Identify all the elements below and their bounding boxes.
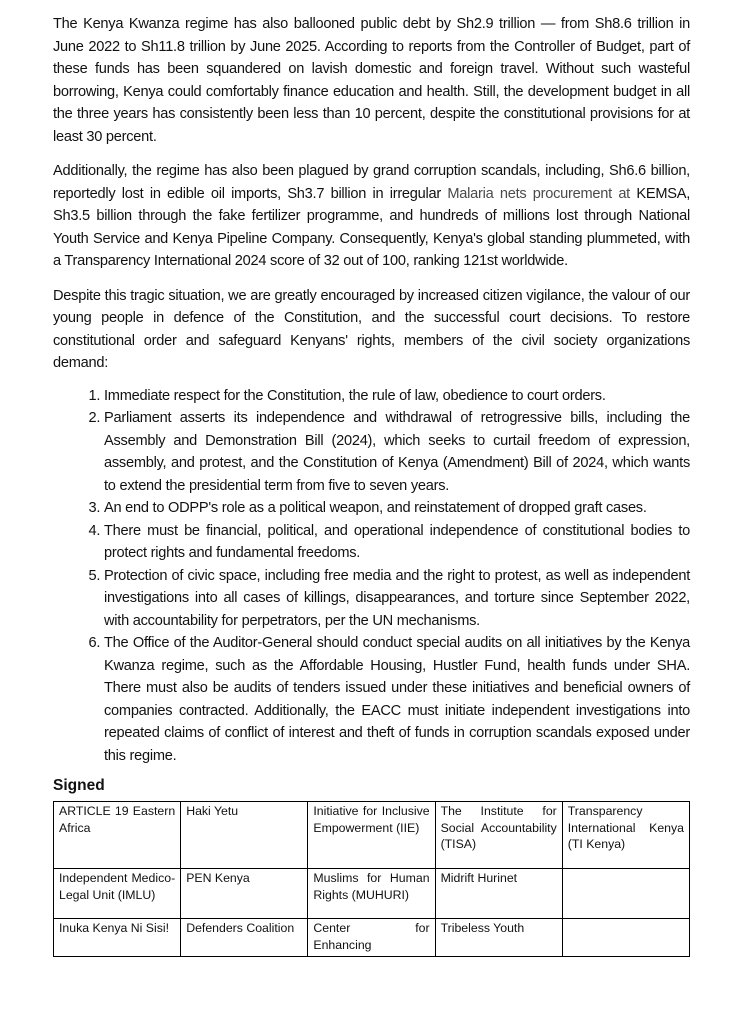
table-row	[54, 802, 690, 869]
table-cell: Initiative for Inclusive Empowerment (IIE)	[308, 802, 435, 869]
table-cell: Center for Enhancing	[308, 919, 435, 957]
signatories-table	[53, 801, 690, 957]
table-cell: Muslims for Human Rights (MUHURI)	[308, 869, 435, 919]
highlighted-text: Malaria nets procurement at	[447, 185, 630, 202]
table-cell: Midrift Hurinet	[435, 869, 562, 919]
table-cell: Transparency International Kenya (TI Kenya)	[562, 802, 689, 869]
list-item: 1. Immediate respect for the Constitution, the rule of law, obedience to court orders.	[104, 385, 690, 408]
table-cell: ARTICLE 19 Eastern Africa	[54, 802, 181, 869]
list-item: 2. Parliament asserts its independence and withdrawal of retrogressive bills, including the Assembly and Demonstration Bill (2024), which seeks to curtail freedom of expression, assembly, and protest, and the Constitution of Kenya (Amendment) Bill of 2024, which wants to extend the presidential term from five to seven years.	[104, 407, 690, 497]
table-cell: The Institute for Social Accountability (TISA)	[435, 802, 562, 869]
table-cell	[562, 869, 689, 919]
table-cell: Inuka Kenya Ni Sisi!	[54, 919, 181, 957]
table-row	[54, 919, 690, 957]
list-item: 4. There must be financial, political, and operational independence of constitutional bodies to protect rights and fundamental freedoms.	[104, 520, 690, 565]
list-item: 3. An end to ODPP's role as a political weapon, and reinstatement of dropped graft cases.	[104, 497, 690, 520]
table-cell: Tribeless Youth	[435, 919, 562, 957]
paragraph-text: KEMSA, Sh3.5 billion through the fake fertilizer programme, and hundreds of millions lost through National Youth Service and Kenya Pipeline Company. Consequently, Kenya's global standing plummeted, with a Transparency International 2024 score of 32 out of 100, ranking 121st worldwide.	[53, 185, 691, 269]
table-cell: Independent Medico-Legal Unit (IMLU)	[54, 869, 181, 919]
table-cell	[562, 919, 689, 957]
list-item: 6. The Office of the Auditor-General should conduct special audits on all initiatives by the Kenya Kwanza regime, such as the Affordable Housing, Hustler Fund, health funds under SHA. There must also be audits of tenders issued under these initiatives and beneficial owners of companies contracted. Additionally, the EACC must initiate independent investigations into repeated claims of conflict of interest and theft of funds in corruption scandals exposed under this regime.	[104, 632, 690, 767]
signed-heading: Signed	[53, 777, 105, 794]
paragraph-corruption	[53, 160, 690, 273]
document-page	[53, 13, 690, 957]
list-item: 5. Protection of civic space, including free media and the right to protest, as well as independent investigations into all cases of killings, disappearances, and torture since September 2022, with accountability for perpetrators, per the UN mechanisms.	[104, 565, 690, 633]
table-cell: Haki Yetu	[181, 802, 308, 869]
demands-list	[53, 385, 690, 768]
table-cell: PEN Kenya	[181, 869, 308, 919]
table-cell: Defenders Coalition	[181, 919, 308, 957]
table-row	[54, 869, 690, 919]
paragraph-public-debt: The Kenya Kwanza regime has also ballooned public debt by Sh2.9 trillion — from Sh8.6 trillion in June 2022 to Sh11.8 trillion by June 2025. According to reports from the Controller of Budget, part of these funds has been squandered on lavish domestic and foreign travel. Without such wasteful borrowing, Kenya could comfortably finance education and health. Still, the development budget in all the three years has consistently been less than 10 percent, despite the constitutional provisions for at least 30 percent.	[53, 16, 690, 145]
paragraph-text: Additionally, the regime has also been plagued by grand corruption scandals, including, Sh6.6 billion, reportedly lost in edible oil imports, Sh3.7 billion in irregular	[53, 163, 690, 202]
paragraph-demands-intro: Despite this tragic situation, we are greatly encouraged by increased citizen vigilance, the valour of our young people in defence of the Constitution, and the successful court decisions. To restore constitutional order and safeguard Kenyans' rights, members of the civil society organizations demand:	[53, 287, 690, 371]
